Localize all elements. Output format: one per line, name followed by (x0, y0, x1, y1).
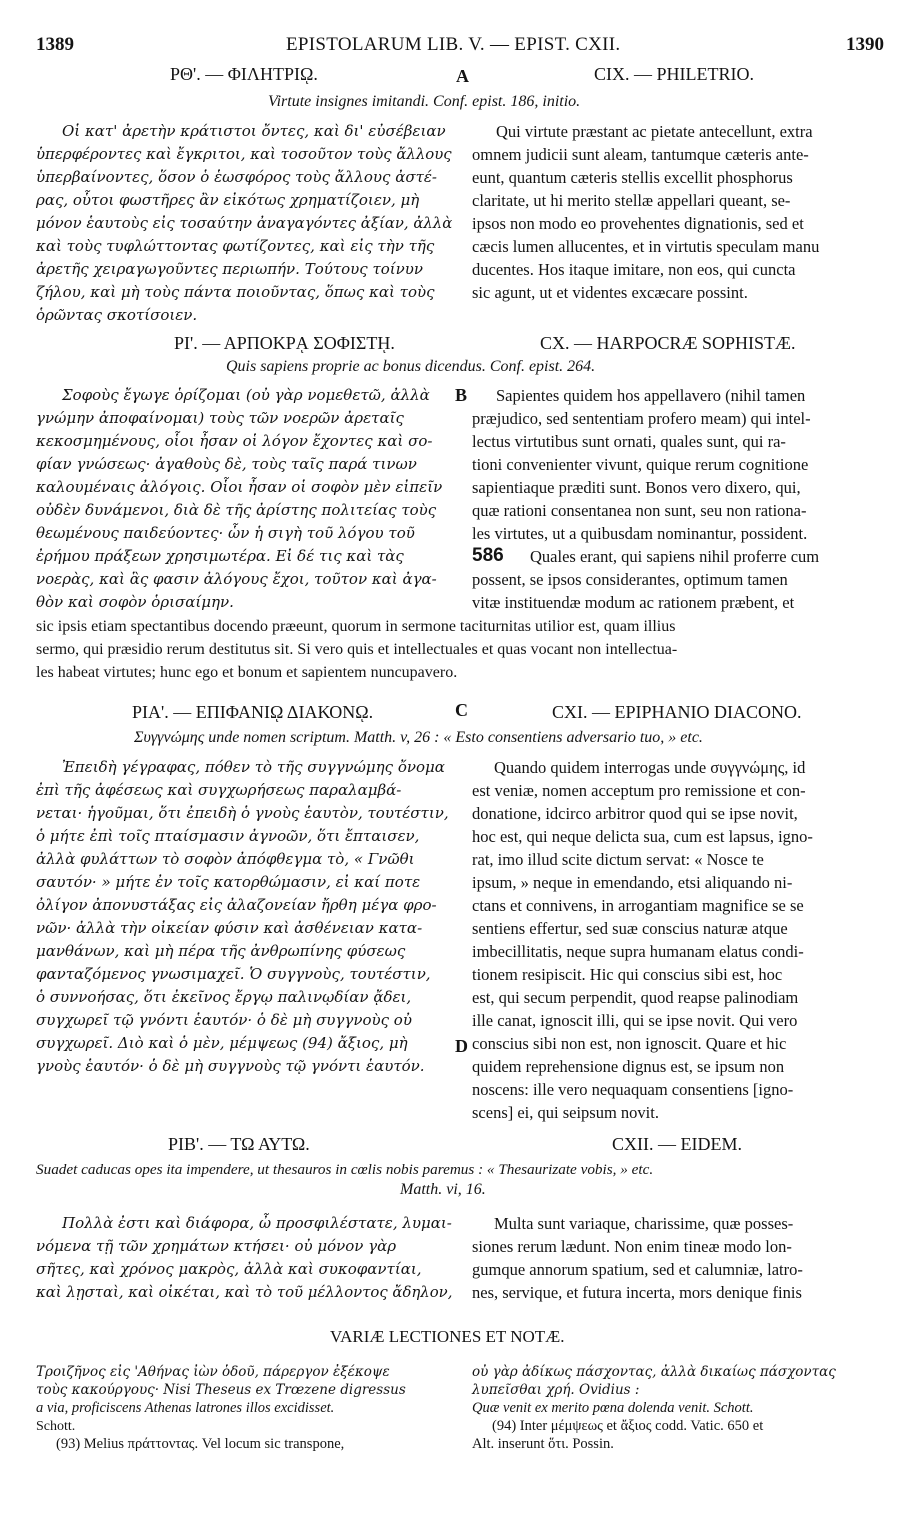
greek-line: σῆτες, καὶ χρόνος μακρὸς, ἀλλὰ καὶ συκοφαντίαι, (36, 1260, 422, 1278)
page-number-left: 1389 (36, 34, 74, 55)
greek-line: σαυτόν· » μήτε ἐν τοῖς κατορθώμασιν, εἰ καί ποτε (36, 873, 421, 891)
latin-line: sentiens effertur, sed suæ conscius naturæ atque (472, 919, 788, 938)
latin-line: Quando quidem interrogas unde συγγνώμης, id (494, 758, 806, 777)
greek-line: ζήλου, καὶ μὴ τοὺς πάντα ποιοῦντας, ὅπως καὶ τοὺς (36, 283, 435, 301)
greek-line: μόνον ἑαυτοὺς εἰς τοσαύτην ἀναγαγόντες ἀξίαν, ἀλλὰ (36, 214, 453, 232)
latin-line: quidem reprehensione dignus est, se ipsum non (472, 1057, 785, 1076)
latin-line: Quales erant, qui sapiens nihil proferre cum (530, 547, 820, 566)
latin-line: noscens: ille vero nequaquam consentiens [igno- (472, 1080, 794, 1099)
latin-line: sic agunt, ut et videntes excæcare possint. (472, 283, 748, 302)
latin-line: Sapientes quidem hos appellavero (nihil tamen (496, 386, 806, 405)
latin-line: ctans et connivens, in arrogantiam magnifice se se (472, 896, 804, 915)
latin-title: CXI. — EPIPHANIO DIACONO. (552, 702, 802, 722)
latin-line: hoc est, qui neque delicta sua, cum est lapsus, igno- (472, 827, 813, 846)
latin-line: conscius sibi non est, non ignoscit. Quare et hic (472, 1034, 787, 1053)
latin-line: cæcis lumen allucentes, et in virtutis speculam manu (472, 237, 820, 256)
greek-line: ὁ συννοήσας, ὅτι ἐκεῖνος ἔργῳ παλινῳδίαν ᾄδει, (36, 988, 412, 1006)
greek-line: ὁρῶντας σκοτίσοιεν. (36, 306, 198, 324)
greek-line: ὑπερβαίνοντες, ὅσον ὁ ἑωσφόρος τοὺς ἄλλους ἀστέ- (36, 168, 438, 186)
greek-line: φίαν γνώσεως· ἀγαθοὺς δὲ, τοὺς ταῖς παρά τινων (36, 455, 417, 473)
margin-letter-d: D (455, 1036, 468, 1056)
latin-line: possent, se ipsos considerantes, optimum tamen (472, 570, 788, 589)
latin-line: tioni convenienter vivunt, quique rerum cognitione (472, 455, 809, 474)
page-number-right: 1390 (846, 34, 884, 55)
greek-line: οὐδὲν δυνάμενοι, διὰ δὲ τῆς ἀρίστης πολιτείας τοὺς (36, 501, 437, 519)
latin-line: eunt, quantum cæteris stellis excellit phosphorus (472, 168, 793, 187)
greek-line: καὶ τοὺς τυφλώττοντας φωτίζοντες, καὶ εἰς τὴν τῆς (36, 237, 435, 255)
greek-line: ἐπὶ τῆς ἀφέσεως καὶ συγχωρήσεως παραλαμβά- (36, 781, 402, 799)
running-title: EPISTOLARUM LIB. V. — EPIST. CXII. (286, 34, 621, 55)
latin-line: ipsum, » neque in emendando, etsi aliquando ni- (472, 873, 793, 892)
latin-line: ipsos non modo eo provehentes dignationis, sed et (472, 214, 804, 233)
latin-title: CIX. — PHILETRIO. (594, 64, 754, 84)
greek-line: θεωμένους παιδεύοντες· ὧν ἡ σιγὴ τοῦ λόγου τοῦ (36, 524, 415, 542)
note-line: a via, proficiscens Athenas latrones illos excidisset. (36, 1400, 335, 1416)
greek-line: ἀλλὰ φυλάττων τὸ σοφὸν ἀπόφθεγμα τὸ, « Γνῶθι (36, 850, 415, 868)
greek-line: νῶν· ἀλλὰ τὴν οἰκείαν φύσιν καὶ ἀσθένειαν κατα- (36, 919, 423, 937)
note-line: (93) Melius πράττοντας. Vel locum sic transpone, (56, 1436, 345, 1452)
greek-line: συγχωρεῖ τῷ γνόντι ἑαυτόν· ὁ δὲ μὴ συγγνοὺς οὐ (36, 1011, 412, 1029)
greek-line: θὸν καὶ σοφὸν ὁρισαίμην. (36, 593, 234, 611)
greek-line: κεκοσμημένους, οἷοι ἦσαν οἱ λόγον ἔχοντες καὶ σο- (36, 432, 433, 450)
column-marker-586: 586 (472, 545, 504, 566)
latin-line: sapientiaque præditi sunt. Bonos vero dixero, qui, (472, 478, 801, 497)
latin-line: est veniæ, nomen acceptum pro remissione et con- (472, 781, 806, 800)
latin-line: quæ rationi consentanea non sunt, seu non rationa- (472, 501, 807, 520)
note-line: Schott. (36, 1419, 76, 1434)
subtitle: Συγγνώμης unde nomen scriptum. Matth. v, 26 : « Esto consentiens adversario tuo, » etc. (134, 729, 703, 746)
subtitle: Virtute insignes imitandi. Conf. epist. 186, initio. (268, 93, 581, 110)
latin-line: claritate, ut hi merito stellæ appellari queant, se- (472, 191, 791, 210)
greek-line: νοερὰς, καὶ ἃς φασιν ἀλόγους ἔχοι, τοῦτον καὶ ἀγα- (36, 570, 437, 588)
margin-letter-b: B (455, 385, 468, 405)
note-line: οὐ γὰρ ἀδίκως πάσχοντας, ἀλλὰ δικαίως πάσχοντας (472, 1364, 836, 1380)
margin-letter-c: C (455, 700, 468, 720)
subtitle-reference: Matth. vi, 16. (400, 1181, 486, 1198)
latin-line: les habeat virtutes; hunc ego et bonum et sapientem nuncupavero. (36, 664, 458, 681)
note-line: λυπεῖσθαι χρή. Ovidius : (472, 1382, 640, 1398)
latin-line: siones rerum lædunt. Non enim tineæ modo lon- (472, 1237, 792, 1256)
greek-line: καὶ λῃσταὶ, καὶ οἰκέται, καὶ τὸ τοῦ μέλλοντος ἄδηλον, (36, 1283, 453, 1301)
greek-line: γνοὺς ἑαυτόν· ὁ δὲ μὴ συγγνοὺς τῷ γνόντι ἑαυτόν. (36, 1057, 425, 1075)
greek-line: νεται· ἡγοῦμαι, ὅτι ἐπειδὴ ὁ γνοὺς ἑαυτὸν, τουτέστιν, (36, 804, 449, 822)
note-line: Quæ venit ex merito pœna dolenda venit. Schott. (472, 1400, 754, 1416)
greek-line: μανθάνων, καὶ μὴ πέρα τῆς ἀνθρωπίνης φύσεως (36, 942, 406, 960)
greek-line: καλουμέναις ἀλόγοις. Οἷοι ἦσαν οἱ σοφὸν μὲν εἰπεῖν (36, 478, 443, 496)
latin-line: vitæ instituendæ modum ac rationem præbent, et (472, 593, 795, 612)
greek-line: ἀρετῆς χειραγωγοῦντες περιωπήν. Τούτους τοίνυν (36, 260, 424, 278)
greek-line: ὑπερφέροντες καὶ ἔγκριτοι, καὶ τοσοῦτον τοὺς ἄλλους (36, 145, 452, 163)
greek-title: ΡΙ'. — ΑΡΠΟΚΡᾼ ΣΟΦΙΣΤῌ. (174, 333, 395, 353)
latin-line: ille canat, ignoscit illi, qui se ipse novit. Qui vero (472, 1011, 798, 1030)
latin-line: gumque annorum spatium, sed et calumniæ, latro- (472, 1260, 803, 1279)
greek-line: Πολλὰ ἐστι καὶ διάφορα, ὦ προσφιλέστατε, λυμαι- (62, 1214, 452, 1232)
margin-letter-a: A (456, 66, 469, 86)
latin-line: sic ipsis etiam spectantibus docendo præeunt, quorum in sermone taciturnitas utilior est, quam illius (36, 618, 676, 635)
latin-title: CXII. — EIDEM. (612, 1134, 742, 1154)
greek-line: Ἐπειδὴ γέγραφας, πόθεν τὸ τῆς συγγνώμης ὄνομα (62, 758, 445, 776)
greek-line: Σοφοὺς ἔγωγε ὁρίζομαι (οὐ γὰρ νομεθετῶ, ἀλλὰ (62, 386, 430, 404)
notes-heading: VARIÆ LECTIONES ET NOTÆ. (330, 1327, 565, 1346)
latin-line: donatione, idcirco arbitror quod qui se ipse novit, (472, 804, 798, 823)
greek-title: ΡΙΑ'. — ΕΠΙΦΑΝΙῼ ΔΙΑΚΟΝῼ. (132, 702, 374, 722)
note-line: Alt. inserunt ὅτι. Possin. (472, 1436, 614, 1452)
latin-line: les virtutes, ut a quibusdam nominantur, possident. (472, 524, 808, 543)
greek-line: ὀλίγον ἀπονυστάξας εἰς ἀλαζονείαν ἤρθη μέγα φρο- (36, 896, 437, 914)
latin-line: nes, servique, et futura incerta, mors denique finis (472, 1283, 802, 1302)
greek-line: Οἱ κατ' ἀρετὴν κράτιστοι ὄντες, καὶ δι' εὐσέβειαν (62, 122, 446, 140)
latin-line: ducentes. Hos itaque imitare, non eos, qui cuncta (472, 260, 796, 279)
latin-line: imbecillitatis, neque supra humanam elatus condi- (472, 942, 804, 961)
latin-line: scens] ei, qui seipsum novit. (472, 1103, 659, 1122)
latin-line: Multa sunt variaque, charissime, quæ posses- (494, 1214, 794, 1233)
latin-line: lectus virtutibus sunt ornati, quales sunt, qui ra- (472, 432, 786, 451)
latin-line: sermo, qui præsidio rerum destitutus sit. Si vero quis et intellectuales et quas vocant non intellectua- (36, 641, 678, 658)
greek-line: συγχωρεῖ. Διὸ καὶ ὁ μὲν, μέμψεως (94) ἄξιος, μὴ (36, 1034, 408, 1052)
latin-line: rat, imo illud scite dictum servat: « Nosce te (472, 850, 764, 869)
latin-line: præjudico, sed sententiam profero meam) qui intel- (472, 409, 811, 428)
greek-title: ΡΘ'. — ΦΙΛΗΤΡΙῼ. (170, 64, 318, 84)
note-line: Τροιζῆνος εἰς 'Αθήνας ἰὼν ὁδοῦ, πάρεργον ἐξέκοψε (36, 1364, 390, 1380)
latin-line: est, qui secum perpendit, quod reapse palinodiam (472, 988, 799, 1007)
note-line: τοὺς κακούργους· Nisi Theseus ex Trœzene digressus (36, 1382, 406, 1398)
greek-line: ρας, οὗτοι φωστῆρες ἂν εἰκότως χρηματίζοιεν, μὴ (36, 191, 420, 209)
greek-line: νόμενα τῇ τῶν χρημάτων κτήσει· οὐ μόνον γὰρ (36, 1237, 397, 1255)
page-header (0, 0, 923, 60)
latin-title: CX. — HARPOCRÆ SOPHISTÆ. (540, 333, 796, 353)
greek-line: ὁ μήτε ἐπὶ τοῖς πταίσμασιν ἀγνοῶν, ὅτι ἔπταισεν, (36, 827, 420, 845)
greek-title: ΡΙΒ'. — ΤΩ ΑΥΤΩ. (168, 1134, 310, 1154)
latin-line: tionem resipiscit. Hic qui conscius sibi est, hoc (472, 965, 783, 984)
note-line: (94) Inter μέμψεως et ἄξιος codd. Vatic. 650 et (492, 1418, 764, 1434)
latin-line: omnem judicii sunt aleam, tantumque cæteris ante- (472, 145, 809, 164)
greek-line: γνώμην ἀποφαίνομαι) τοὺς τῶν νοερῶν ἀρεταῖς (36, 409, 404, 427)
subtitle: Suadet caducas opes ita impendere, ut thesauros in cœlis nobis paremus : « Thesaurizate vobis, » etc. (36, 1161, 654, 1178)
greek-line: φανταζόμενος γνωσιμαχεῖ. Ὁ συγγνοὺς, τουτέστιν, (36, 965, 431, 983)
greek-line: ἐρήμου πράξεων χρησιμωτέρα. Εἰ δέ τις καὶ τὰς (36, 547, 404, 565)
latin-line: Qui virtute præstant ac pietate antecellunt, extra (496, 122, 813, 141)
subtitle: Quis sapiens proprie ac bonus dicendus. Conf. epist. 264. (226, 358, 596, 375)
